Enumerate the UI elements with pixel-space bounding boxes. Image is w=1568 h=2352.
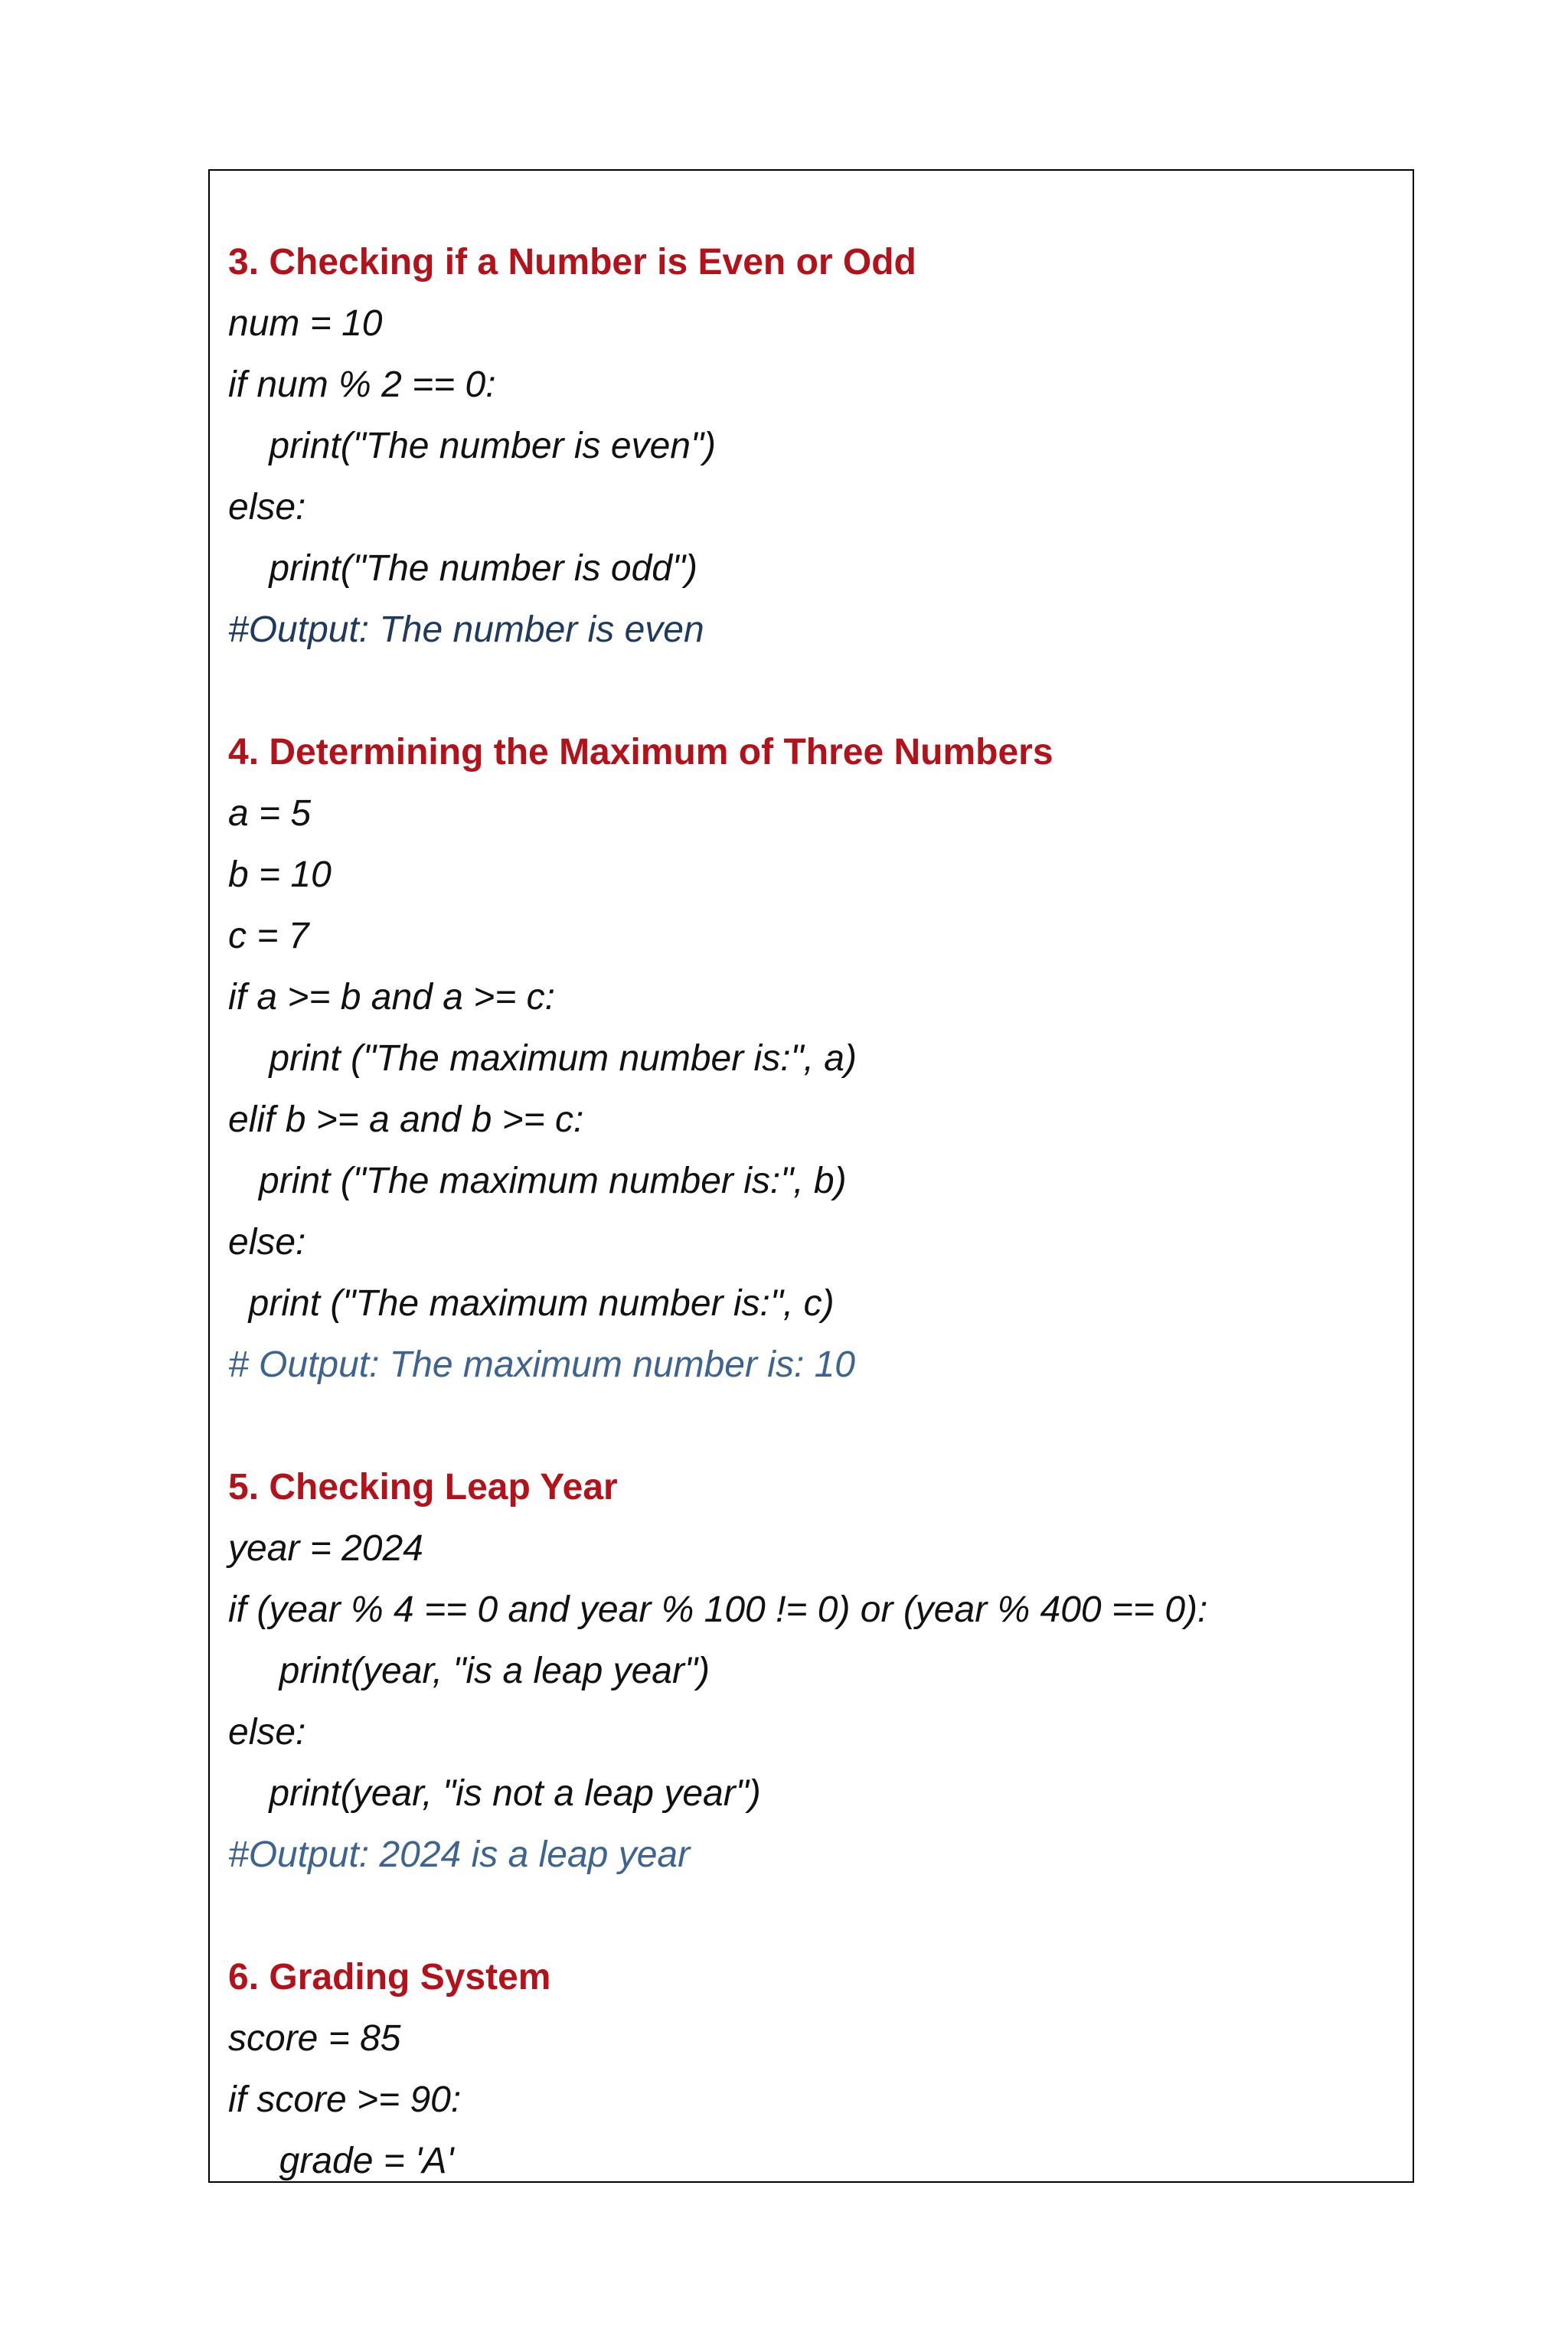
section-heading: 4. Determining the Maximum of Three Numbers — [228, 732, 1054, 773]
output-comment: # Output: The maximum number is: 10 — [228, 1344, 855, 1385]
code-line: else: — [228, 1712, 306, 1753]
output-comment: #Output: The number is even — [228, 609, 704, 650]
spacer — [228, 661, 1392, 722]
code-line: print ("The maximum number is:", b) — [228, 1161, 847, 1201]
code-line: if (year % 4 == 0 and year % 100 != 0) or (year % 400 == 0): — [228, 1589, 1208, 1630]
code-line: if a >= b and a >= c: — [228, 977, 555, 1018]
code-line: print(year, "is a leap year") — [228, 1651, 710, 1691]
code-line: else: — [228, 487, 306, 528]
code-line: if num % 2 == 0: — [228, 364, 496, 405]
code-line: a = 5 — [228, 793, 312, 834]
code-line: elif b >= a and b >= c: — [228, 1099, 584, 1140]
output-comment: #Output: 2024 is a leap year — [228, 1834, 691, 1875]
code-line: year = 2024 — [228, 1528, 423, 1569]
code-line: b = 10 — [228, 854, 332, 895]
spacer — [228, 1886, 1392, 1947]
code-line: print ("The maximum number is:", c) — [228, 1283, 835, 1324]
code-line: print("The number is odd") — [228, 548, 697, 589]
code-line: else: — [228, 1222, 306, 1263]
code-line: print("The number is even") — [228, 426, 716, 466]
code-line: print(year, "is not a leap year") — [228, 1773, 761, 1814]
section-heading: 3. Checking if a Number is Even or Odd — [228, 242, 916, 283]
section-heading: 5. Checking Leap Year — [228, 1467, 618, 1508]
code-line: if score >= 90: — [228, 2079, 462, 2120]
spacer — [228, 1396, 1392, 1457]
code-line: num = 10 — [228, 303, 383, 344]
code-line: grade = 'A' — [228, 2141, 454, 2181]
section-heading: 6. Grading System — [228, 1957, 551, 1998]
code-line: score = 85 — [228, 2018, 401, 2059]
code-line: c = 7 — [228, 916, 309, 956]
document-content — [228, 232, 1392, 2192]
code-line: print ("The maximum number is:", a) — [228, 1038, 857, 1079]
